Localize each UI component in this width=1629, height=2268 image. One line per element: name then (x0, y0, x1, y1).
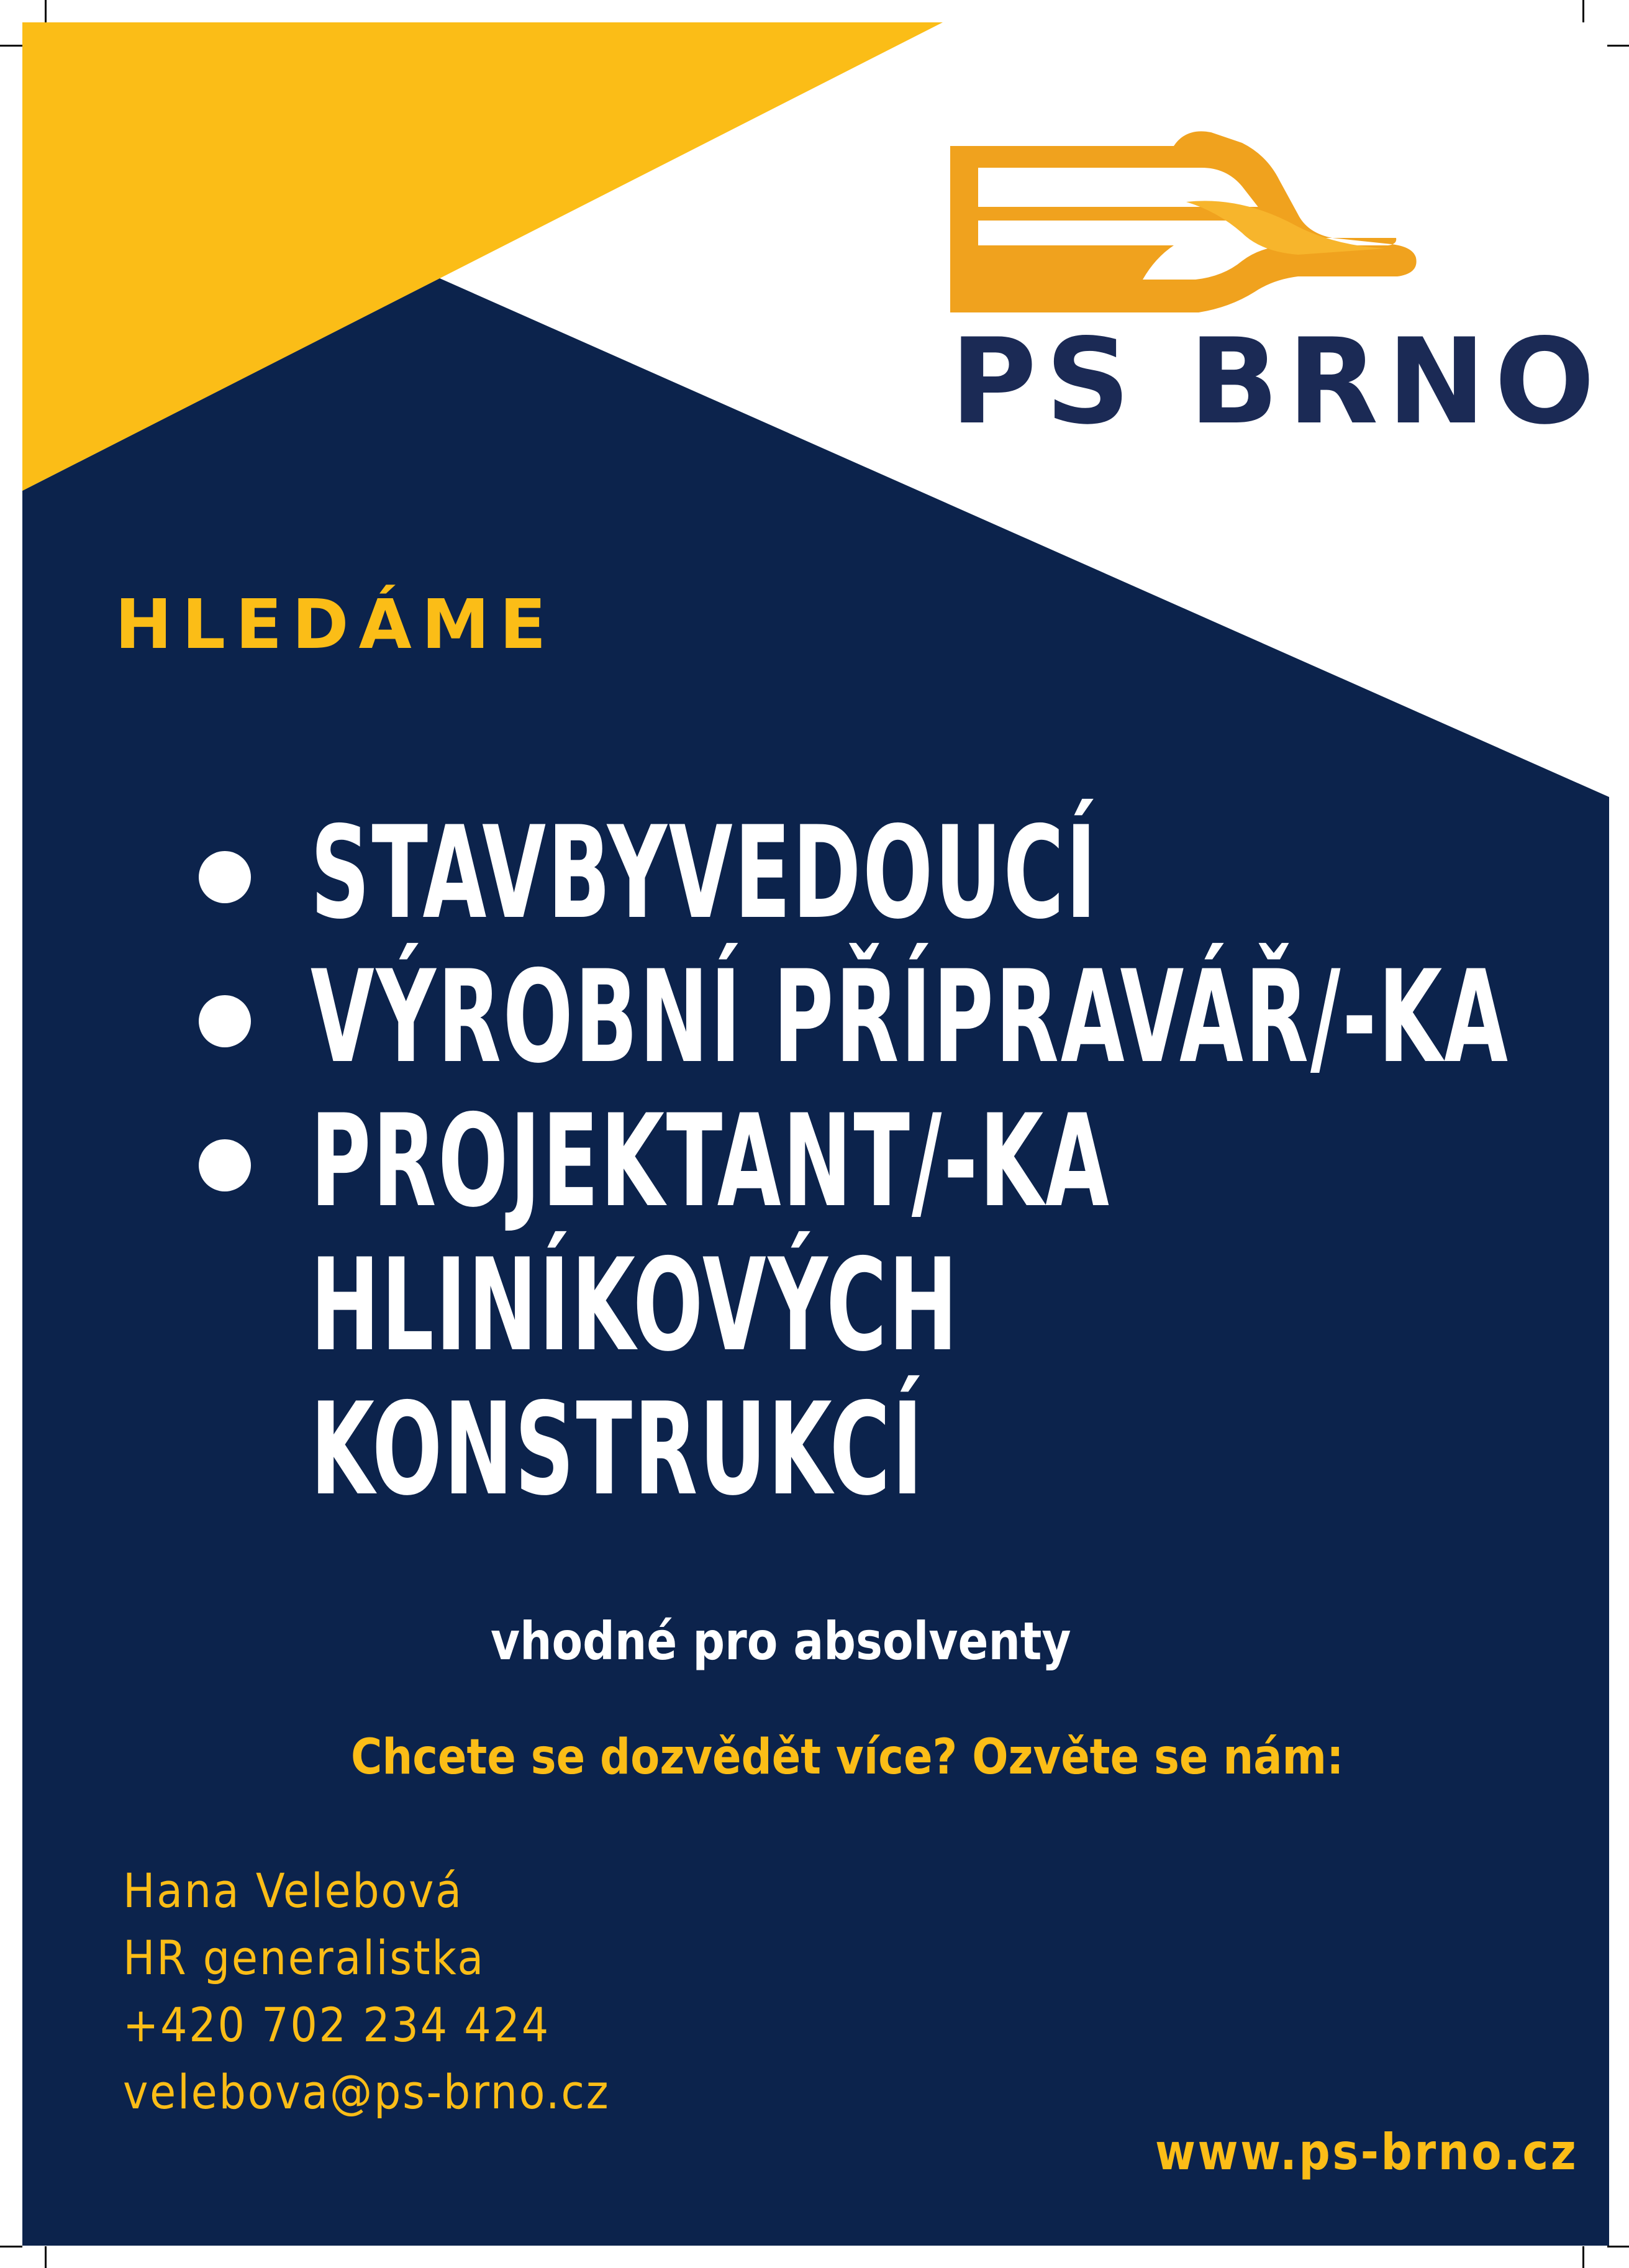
position-list (199, 801, 1565, 1522)
position-item (199, 801, 1565, 945)
contact-phone[interactable]: +420 702 234 424 (123, 1997, 550, 2052)
position-item (199, 945, 1565, 1090)
contact-email[interactable]: velebova@ps-brno.cz (123, 2064, 610, 2120)
bullet-dot (199, 851, 251, 903)
contact-name: Hana Velebová (123, 1863, 463, 1918)
position-label: STAVBYVEDOUCÍ (311, 799, 1099, 947)
position-item (199, 1090, 1565, 1522)
position-label: PROJEKTANT/-KA (311, 1088, 1111, 1236)
bullet-dot (199, 1139, 251, 1191)
graduate-note: vhodné pro absolventy (491, 1611, 1071, 1672)
bullet-dot (199, 995, 251, 1047)
position-label-continuation: KONSTRUKCÍ (311, 1376, 925, 1524)
position-label: VÝROBNÍ PŘÍPRAVÁŘ/-KA (311, 944, 1510, 1091)
contact-block (123, 1857, 664, 2126)
position-label-continuation: HLINÍKOVÝCH (311, 1232, 960, 1380)
logo-shape-frame (950, 131, 1417, 312)
contact-role: HR generalistka (123, 1930, 485, 1985)
heading-hledame: HLEDÁME (115, 585, 556, 664)
logo-wordmark: PS BRNO (950, 313, 1604, 450)
website-link[interactable]: www.ps-brno.cz (1155, 2123, 1579, 2181)
call-to-action: Chcete se dozvědět více? Ozvěte se nám: (351, 1729, 1344, 1785)
